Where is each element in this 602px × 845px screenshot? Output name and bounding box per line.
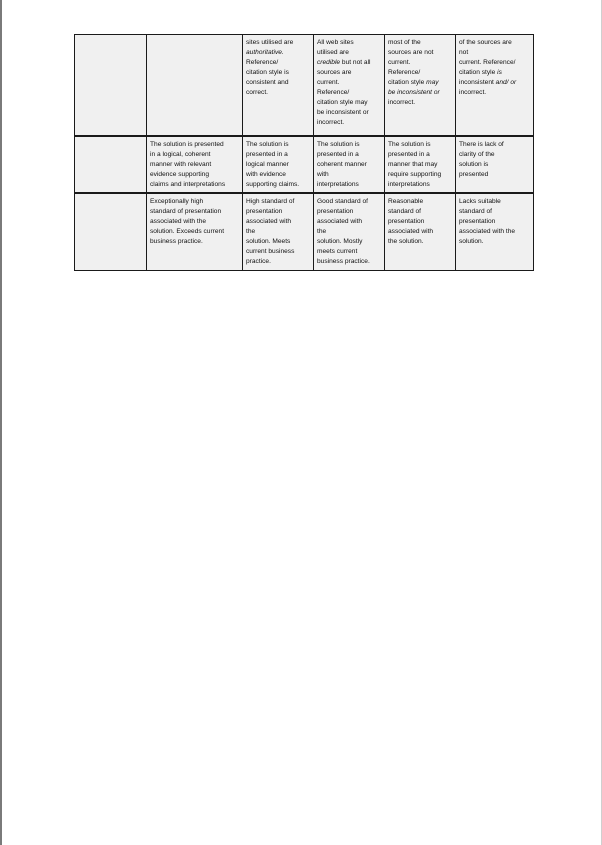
cell-text-line: presented in a	[317, 151, 359, 158]
cell-text-line: require supporting	[388, 171, 442, 178]
cell-text-line: The solution is	[317, 141, 360, 148]
cell-text-line: associated with	[388, 228, 434, 235]
cell-text-line: the solution.	[388, 238, 424, 245]
cell-text-line: correct.	[246, 89, 268, 96]
table-row	[75, 193, 534, 271]
cell-text-line: solution. Exceeds current	[150, 228, 225, 235]
cell-text-line: incorrect.	[317, 119, 345, 126]
cell-text-line: practice.	[246, 258, 271, 265]
cell-text-line: credible but not all	[317, 59, 371, 66]
cell-text-line: All web sites	[317, 39, 354, 46]
cell-text-line: citation style is	[246, 69, 289, 76]
cell-text-line: citation style may	[317, 99, 368, 106]
cell-text-line: the	[246, 228, 256, 235]
rubric-cell	[385, 193, 456, 271]
cell-text-line: Reference/	[388, 69, 421, 76]
rubric-cell	[243, 35, 314, 137]
criterion-cell	[75, 35, 147, 137]
cell-text-line: in a logical, coherent	[150, 151, 211, 158]
cell-text-line: be inconsistent or	[317, 109, 369, 116]
rubric-cell	[456, 35, 534, 137]
cell-text-line: supporting claims.	[246, 181, 300, 188]
cell-text-line: solution is	[459, 161, 489, 168]
cell-text-line: sites utilised are	[246, 39, 294, 46]
cell-text-line: be inconsistent or	[388, 89, 440, 96]
cell-text-line: associated with the	[150, 218, 207, 225]
cell-text-line: citation style is	[459, 69, 502, 76]
cell-text-line: current.	[388, 59, 411, 66]
cell-text-line: with	[317, 171, 329, 178]
rubric-cell	[147, 193, 243, 271]
cell-text-line: Good standard of	[317, 198, 368, 205]
cell-text-line: Lacks suitable	[459, 198, 501, 205]
cell-text-line: current. Reference/	[459, 59, 516, 66]
cell-text-line: most of the	[388, 39, 421, 46]
cell-text-line: solution.	[459, 238, 484, 245]
cell-text-line: Reasonable	[388, 198, 424, 205]
table-row	[75, 35, 534, 137]
cell-text-line: inconsistent and/ or	[459, 79, 517, 86]
cell-text-line: associated with	[246, 218, 292, 225]
cell-text-line: claims and interpretations	[150, 181, 226, 188]
cell-text-line: current.	[317, 79, 340, 86]
cell-text-line: not	[459, 49, 469, 56]
cell-text-line: The solution is	[246, 141, 289, 148]
cell-text-line: solution. Meets	[246, 238, 291, 245]
cell-text-line: citation style may	[388, 79, 439, 86]
cell-text-line: presentation	[246, 208, 283, 215]
rubric-cell	[147, 136, 243, 193]
cell-text-line: coherent manner	[317, 161, 367, 168]
cell-text-line: associated with the	[459, 228, 516, 235]
cell-text-line: standard of	[388, 208, 421, 215]
rubric-cell	[243, 193, 314, 271]
cell-text-line: associated with	[317, 218, 363, 225]
cell-text-line: Reference/	[246, 59, 279, 66]
cell-text-line: current business	[246, 248, 295, 255]
criterion-cell	[75, 193, 147, 271]
cell-text-line: presentation	[459, 218, 496, 225]
cell-text-line: incorrect.	[388, 99, 416, 106]
table-row	[75, 136, 534, 193]
rubric-cell	[385, 136, 456, 193]
rubric-cell	[147, 35, 243, 137]
cell-text-line: manner that may	[388, 161, 438, 168]
cell-text-line: interpretations	[388, 181, 430, 188]
cell-text-line: clarity of the	[459, 151, 495, 158]
rubric-table	[74, 34, 534, 271]
cell-text-line: business practice.	[150, 238, 203, 245]
cell-text-line: standard of presentation	[150, 208, 222, 215]
cell-text-line: presentation	[317, 208, 354, 215]
rubric-cell	[314, 35, 385, 137]
page-left-edge	[0, 0, 2, 845]
cell-text-line: Exceptionally high	[150, 198, 204, 205]
rubric-cell	[314, 193, 385, 271]
cell-text-line: solution. Mostly	[317, 238, 363, 245]
cell-text-line: with evidence	[246, 171, 286, 178]
cell-text-line: The solution is presented	[150, 141, 224, 148]
cell-text-line: logical manner	[246, 161, 289, 168]
cell-text-line: sources are not	[388, 49, 434, 56]
cell-text-line: evidence supporting	[150, 171, 210, 178]
cell-text-line: manner with relevant	[150, 161, 212, 168]
cell-text-line: authoritative.	[246, 49, 284, 56]
cell-text-line: presented in a	[246, 151, 288, 158]
rubric-cell	[314, 136, 385, 193]
cell-text-line: Reference/	[317, 89, 350, 96]
rubric-cell	[243, 136, 314, 193]
cell-text-line: the	[317, 228, 327, 235]
cell-text-line: presented in a	[388, 151, 430, 158]
cell-text-line: High standard of	[246, 198, 295, 205]
cell-text-line: presentation	[388, 218, 425, 225]
rubric-cell	[456, 193, 534, 271]
cell-text-line: sources are	[317, 69, 352, 76]
cell-text-line: of the sources are	[459, 39, 512, 46]
rubric-cell	[456, 136, 534, 193]
cell-text-line: presented	[459, 171, 489, 178]
cell-text-line: business practice.	[317, 258, 370, 265]
criterion-cell	[75, 136, 147, 193]
cell-text-line: consistent and	[246, 79, 289, 86]
rubric-cell	[385, 35, 456, 137]
cell-text-line: There is lack of	[459, 141, 504, 148]
cell-text-line: utilised are	[317, 49, 349, 56]
cell-text-line: meets current	[317, 248, 358, 255]
cell-text-line: standard of	[459, 208, 492, 215]
cell-text-line: interpretations	[317, 181, 359, 188]
cell-text-line: The solution is	[388, 141, 431, 148]
cell-text-line: incorrect.	[459, 89, 487, 96]
